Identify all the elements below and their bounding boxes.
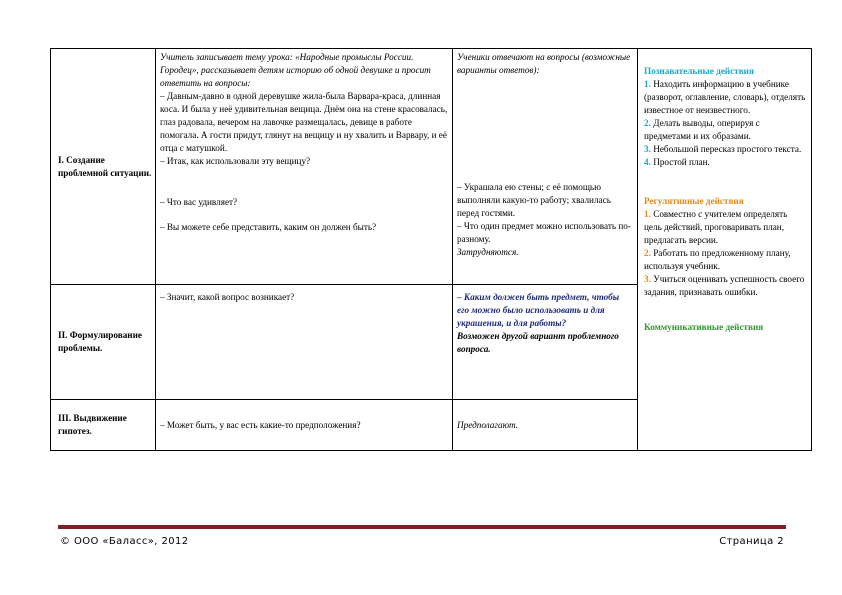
communicative-heading: Коммуникативные действия [644,322,764,332]
uud-item: 3. Учиться оценивать успешность своего задания, признавать ошибки. [644,274,805,297]
footer-copyright: © ООО «Баласс», 2012 [60,536,189,547]
stage-cell [51,285,156,400]
uud-item: 1. Находить информацию в учебнике (разворот, оглавление, словарь), отделять известное от неизвестного. [644,79,806,115]
teacher-question: – Может быть, у вас есть какие-то предположения? [160,419,361,430]
uud-cell [638,49,812,451]
table-row [51,49,812,285]
stage-cell [51,400,156,451]
students-answer: – Что один предмет можно использовать по-разному. [457,221,631,244]
page-number: Страница 2 [719,536,784,547]
stage-label: I. Создание проблемной ситуации. [58,154,152,178]
stage-label: II. Формулирование проблемы. [58,330,142,353]
uud-item: 3. Небольшой пересказ простого текста. [644,144,802,154]
uud-item: 2. Делать выводы, оперируя с предметами и их образами. [644,118,760,141]
stage-cell [51,49,156,285]
lesson-table [50,48,812,451]
teacher-question: – Что вас удивляет? [160,197,238,207]
uud-item: 2. Работать по предложенному плану, используя учебник. [644,248,791,271]
footer-divider [58,525,786,529]
students-note: Возможен другой вариант проблемного вопроса. [457,331,619,354]
teacher-cell [156,400,453,451]
stage-label: III. Выдвижение гипотез. [58,413,127,436]
teacher-intro: Учитель записывает тему урока: «Народные промыслы России. Городец», рассказывает детям историю об одной девушке и просит ответить на вопросы: [160,52,431,88]
students-intro: Ученики отвечают на вопросы (возможные варианты ответов): [457,52,631,75]
students-answer: Предполагают. [457,419,519,430]
uud-item: 4. Простой план. [644,157,710,167]
cognitive-heading: Познавательные действия [644,66,754,76]
students-cell [453,400,638,451]
problem-question: – Каким должен быть предмет, чтобы его можно было использовать и для украшения, и для работы? [457,292,620,328]
teacher-cell [156,285,453,400]
teacher-question: – Вы можете себе представить, каким он должен быть? [160,222,377,232]
students-answer: – Украшала ею стены; с её помощью выполняли какую-то работу; хвалилась перед гостями. [457,182,611,218]
teacher-question: – Итак, как использовали эту вещицу? [160,156,311,166]
students-cell [453,49,638,285]
teacher-story: – Давным-давно в одной деревушке жила-была Варвара-краса, длинная коса. И была у неё удивительная вещица. Днём она на стене красовалась, глаз радовала, вечером на лавочке размещалась, девице в работе помогала. А гости придут, глянут на вещицу и ну хвалить и Варвару, и её отца с матушкой. [160,91,448,153]
students-cell [453,285,638,400]
uud-item: 1. Совместно с учителем определять цель действий, проговаривать план, предлагать версии. [644,209,788,245]
students-answer: Затрудняются. [457,247,519,257]
regulatory-heading: Регулятивные действия [644,196,744,206]
teacher-cell [156,49,453,285]
teacher-question: – Значит, какой вопрос возникает? [160,292,295,302]
